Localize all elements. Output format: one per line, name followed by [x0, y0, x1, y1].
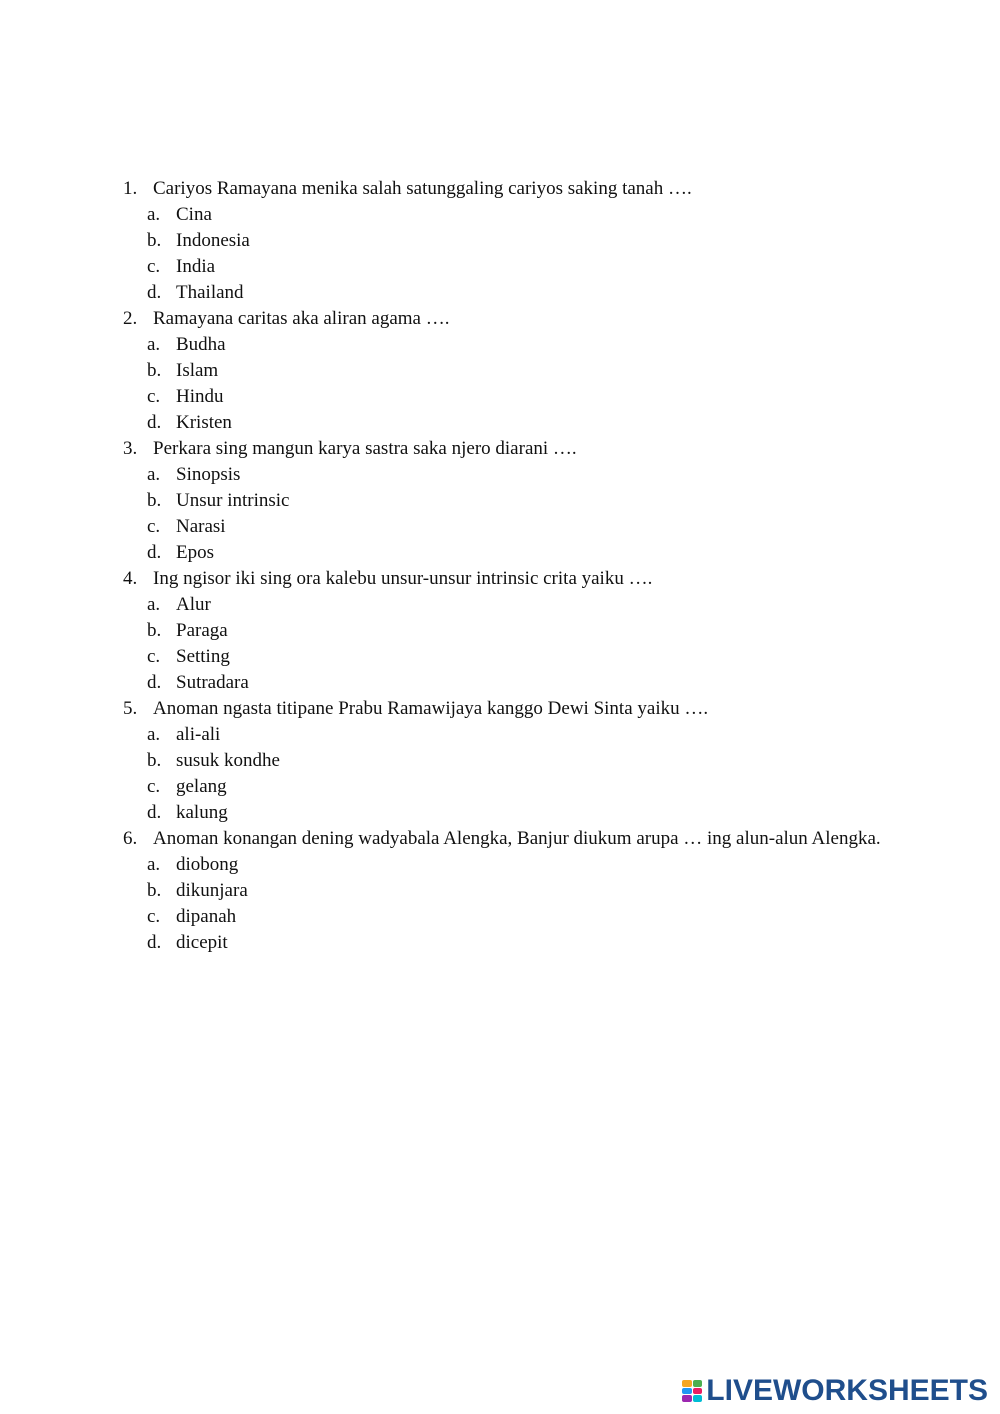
answer-options — [123, 852, 885, 956]
option-letter: a. — [147, 854, 161, 875]
answer-option[interactable] — [147, 332, 885, 358]
option-text: dikunjara — [176, 880, 248, 901]
answer-option[interactable] — [147, 202, 885, 228]
question-line — [123, 566, 885, 592]
option-text: Indonesia — [176, 230, 250, 251]
option-letter: c. — [147, 386, 161, 407]
option-text: susuk kondhe — [176, 750, 280, 771]
question-line — [123, 826, 885, 852]
answer-option[interactable] — [147, 280, 885, 306]
logo-mark-tile — [693, 1380, 703, 1387]
answer-option[interactable] — [147, 748, 885, 774]
answer-options — [123, 722, 885, 826]
option-letter: b. — [147, 360, 162, 381]
answer-option[interactable] — [147, 800, 885, 826]
option-text: gelang — [176, 776, 227, 797]
option-letter: b. — [147, 620, 162, 641]
answer-option[interactable] — [147, 488, 885, 514]
option-letter: b. — [147, 230, 162, 251]
answer-option[interactable] — [147, 722, 885, 748]
answer-option[interactable] — [147, 540, 885, 566]
option-text: Narasi — [176, 516, 226, 537]
question-number: 4. — [123, 568, 138, 589]
logo-mark-tile — [693, 1395, 703, 1402]
option-letter: d. — [147, 542, 162, 563]
question-3 — [123, 436, 885, 566]
option-letter: a. — [147, 594, 161, 615]
answer-options — [123, 202, 885, 306]
option-letter: c. — [147, 516, 161, 537]
question-number: 6. — [123, 828, 138, 849]
answer-options — [123, 462, 885, 566]
option-letter: d. — [147, 412, 162, 433]
answer-option[interactable] — [147, 852, 885, 878]
option-text: India — [176, 256, 216, 277]
answer-option[interactable] — [147, 644, 885, 670]
answer-options — [123, 332, 885, 436]
option-letter: c. — [147, 256, 161, 277]
option-letter: a. — [147, 334, 161, 355]
answer-option[interactable] — [147, 410, 885, 436]
question-1 — [123, 176, 885, 306]
option-text: Unsur intrinsic — [176, 490, 290, 511]
logo-mark-tile — [682, 1388, 692, 1395]
option-letter: b. — [147, 880, 162, 901]
answer-option[interactable] — [147, 514, 885, 540]
answer-option[interactable] — [147, 592, 885, 618]
question-2 — [123, 306, 885, 436]
answer-option[interactable] — [147, 774, 885, 800]
option-letter: d. — [147, 802, 162, 823]
question-line — [123, 436, 885, 462]
option-text: Sutradara — [176, 672, 249, 693]
answer-option[interactable] — [147, 930, 885, 956]
answer-option[interactable] — [147, 618, 885, 644]
answer-option[interactable] — [147, 384, 885, 410]
question-number: 5. — [123, 698, 138, 719]
question-line — [123, 176, 885, 202]
answer-option[interactable] — [147, 670, 885, 696]
question-line — [123, 696, 885, 722]
question-text: Cariyos Ramayana menika salah satunggaling cariyos saking tanah …. — [153, 178, 692, 199]
answer-option[interactable] — [147, 358, 885, 384]
liveworksheets-logo — [682, 1376, 988, 1406]
option-text: kalung — [176, 802, 228, 823]
option-letter: a. — [147, 464, 161, 485]
option-letter: d. — [147, 932, 162, 953]
answer-option[interactable] — [147, 254, 885, 280]
question-number: 1. — [123, 178, 138, 199]
option-letter: d. — [147, 282, 162, 303]
option-text: Cina — [176, 204, 212, 225]
option-text: dipanah — [176, 906, 237, 927]
option-letter: a. — [147, 204, 161, 225]
option-text: Alur — [176, 594, 211, 615]
option-text: Epos — [176, 542, 214, 563]
option-text: ali-ali — [176, 724, 221, 745]
option-letter: c. — [147, 906, 161, 927]
liveworksheets-logo-icon — [682, 1380, 702, 1402]
option-letter: b. — [147, 750, 162, 771]
question-line — [123, 306, 885, 332]
answer-option[interactable] — [147, 228, 885, 254]
logo-mark-tile — [682, 1380, 692, 1387]
option-text: Thailand — [176, 282, 244, 303]
option-letter: d. — [147, 672, 162, 693]
logo-mark-tile — [682, 1395, 692, 1402]
answer-option[interactable] — [147, 904, 885, 930]
option-letter: b. — [147, 490, 162, 511]
option-letter: a. — [147, 724, 161, 745]
option-text: Budha — [176, 334, 226, 355]
option-text: dicepit — [176, 932, 228, 953]
question-text: Anoman konangan dening wadyabala Alengka, Banjur diukum arupa … ing alun-alun Alengka. — [153, 828, 881, 849]
question-list — [123, 176, 885, 956]
option-letter: c. — [147, 776, 161, 797]
option-text: Hindu — [176, 386, 224, 407]
answer-options — [123, 592, 885, 696]
option-letter: c. — [147, 646, 161, 667]
option-text: Kristen — [176, 412, 232, 433]
answer-option[interactable] — [147, 878, 885, 904]
question-6 — [123, 826, 885, 956]
option-text: diobong — [176, 854, 239, 875]
question-text: Ramayana caritas aka aliran agama …. — [153, 308, 450, 329]
option-text: Setting — [176, 646, 230, 667]
option-text: Islam — [176, 360, 219, 381]
answer-option[interactable] — [147, 462, 885, 488]
question-5 — [123, 696, 885, 826]
option-text: Paraga — [176, 620, 228, 641]
logo-mark-tile — [693, 1388, 703, 1395]
option-text: Sinopsis — [176, 464, 241, 485]
question-text: Perkara sing mangun karya sastra saka njero diarani …. — [153, 438, 577, 459]
question-4 — [123, 566, 885, 696]
question-text: Ing ngisor iki sing ora kalebu unsur-unsur intrinsic crita yaiku …. — [153, 568, 653, 589]
question-number: 2. — [123, 308, 138, 329]
question-text: Anoman ngasta titipane Prabu Ramawijaya kanggo Dewi Sinta yaiku …. — [153, 698, 709, 719]
question-number: 3. — [123, 438, 138, 459]
logo-text: LIVEWORKSHEETS — [706, 1374, 988, 1407]
